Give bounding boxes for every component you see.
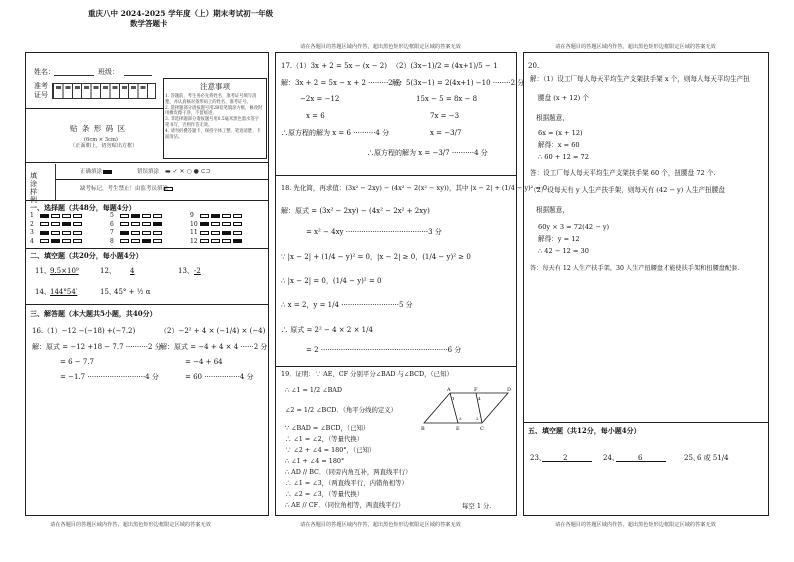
angle-4-label: 4 <box>478 396 481 401</box>
mc-option-bubble[interactable] <box>200 214 209 218</box>
mc-option-bubble[interactable] <box>51 231 60 235</box>
mc-option-bubble[interactable] <box>73 231 82 235</box>
q17-2-conclusion: ∴原方程的解为 x = −3/7 ··········4 分 <box>367 149 488 157</box>
point-b-label: B <box>421 426 425 431</box>
bottom-warning-right: 请在各题目的答题区域内作答，超出黑色矩形边框限定区域的答案无效 <box>555 522 716 528</box>
mc-question-row[interactable] <box>30 221 82 228</box>
mc-question-row[interactable] <box>110 238 162 245</box>
mc-option-bubble[interactable] <box>131 222 140 226</box>
name-field[interactable] <box>54 75 94 76</box>
q16-2-prompt: （2）−2² + 4 × (−1/4) × (−4) <box>160 327 266 335</box>
mc-answer-grid[interactable] <box>30 212 265 246</box>
mc-question-number: 4 <box>30 237 34 245</box>
q19-line: ∴ AE // CF．（同位角相等，两直线平行） <box>285 501 405 509</box>
q20-line: （2）设每天有 y 人生产扶手架，则每天有 (42 − y) 人生产扭腰盘 <box>530 186 725 194</box>
q16-2-step: 解：原式 = −4 + 4 × 4 ······2 分 <box>160 343 268 351</box>
fill-q23-num: 23、 <box>530 454 546 462</box>
mc-option-bubble[interactable] <box>62 214 71 218</box>
notice-line: 2. 选择题部分请按题号用2B铅笔填涂方框，修改时用橡皮擦干净，不留痕迹。 <box>165 105 263 117</box>
name-label: 姓名： <box>34 68 55 76</box>
q19-line: ∴ ∠1 + ∠4 = 180° <box>285 457 345 465</box>
notice-line: 4. 请勿折叠答题卡，保持字体工整、笔迹清楚、卡面清洁。 <box>165 128 261 140</box>
fill-q14-answer: 144°54′ <box>50 288 78 296</box>
q20-line: 答：设工厂每人每天平均生产支架扶手架 60 个，扭腰盘 72 个. <box>530 169 716 177</box>
mc-question-number: 10 <box>190 220 198 228</box>
point-f-label: F <box>474 387 478 393</box>
divider <box>25 304 269 305</box>
point-c-label: C <box>480 426 484 431</box>
correct-fill-sample <box>103 170 112 174</box>
point-a-label: A <box>447 387 451 393</box>
q19-line: ∵ ∠2 + ∠4 = 180°，（已知） <box>285 446 376 454</box>
section-3-title: 三、解答题（本大题共5小题，共40分） <box>30 309 157 318</box>
mc-option-bubble[interactable] <box>40 222 49 226</box>
divider <box>25 162 269 163</box>
zkz-digit-row <box>56 86 146 89</box>
divider <box>523 422 769 423</box>
q20-line: ∴ 42 − 12 = 30 <box>538 247 589 255</box>
mc-option-bubble[interactable] <box>62 231 71 235</box>
q20-line: 腰盘 (x + 12) 个 <box>538 94 589 102</box>
q20-line: 根据题意， <box>536 114 569 122</box>
mc-option-bubble[interactable] <box>73 214 82 218</box>
mc-question-number: 3 <box>30 229 34 236</box>
mc-option-bubble[interactable] <box>153 222 162 226</box>
q18-step: 解：原式 = (3x² − 2xy) − (4x² − 2x² + 2xy) <box>281 207 430 215</box>
divider <box>25 248 269 249</box>
q17-2-step: 7x = −3 <box>430 112 460 120</box>
notice-text <box>165 94 263 140</box>
mc-option-bubble[interactable] <box>233 222 242 226</box>
angle-1-label: 1 <box>452 396 455 401</box>
top-warning-middle: 请在各题目的答题区域内作答，超出黑色矩形边框限定区域的答案无效 <box>300 44 461 50</box>
bottom-warning-middle: 请在各题目的答题区域内作答，超出黑色矩形边框限定区域的答案无效 <box>300 522 461 528</box>
parallelogram-figure <box>420 385 514 431</box>
q19-line: ∠2 = 1/2 ∠BCD．（角平分线的定义） <box>285 406 398 414</box>
absent-label: 缺考标记，考生禁止！由监考员填涂 <box>80 186 169 192</box>
mc-question-number: 12 <box>190 237 198 245</box>
divider <box>275 175 517 176</box>
mc-option-bubble[interactable] <box>222 231 231 235</box>
mc-question-row[interactable] <box>30 229 82 236</box>
divider <box>275 366 517 367</box>
mc-question-row[interactable] <box>110 212 162 219</box>
mc-question-row[interactable] <box>190 238 242 245</box>
divider <box>25 108 163 109</box>
mc-option-bubble[interactable] <box>120 214 129 218</box>
mc-option-bubble[interactable] <box>40 231 49 235</box>
mc-option-bubble[interactable] <box>211 214 220 218</box>
q20-line: 解：（1）设工厂每人每天平均生产支架扶手架 x 个，则每人每天平均生产扭 <box>530 75 750 83</box>
mc-option-bubble[interactable] <box>120 239 129 243</box>
angle-3-label: 3 <box>459 416 462 421</box>
mc-question-number: 7 <box>110 229 114 236</box>
mc-option-bubble[interactable] <box>51 239 60 243</box>
exam-title: 重庆八中 2024-2025 学年度（上）期末考试初一年级 <box>88 9 274 18</box>
fill-q25-answer: 6 或 51/4 <box>697 454 729 462</box>
fill-q14-num: 14、 <box>35 288 51 296</box>
mc-option-bubble[interactable] <box>120 222 129 226</box>
mc-question-number: 11 <box>190 229 198 236</box>
mc-option-bubble[interactable] <box>200 231 209 235</box>
q16-2-step: = 60 ················4 分 <box>185 373 254 381</box>
divider <box>55 179 269 180</box>
mc-option-bubble[interactable] <box>233 214 242 218</box>
top-warning-right: 请在各题目的答题区域内作答，超出黑色矩形边框限定区域的答案无效 <box>555 44 716 50</box>
mc-question-row[interactable] <box>30 212 82 219</box>
notice-line: 3. 非选择题部分请按题号用0.5毫米黑色墨水签字笔书写，否则作答无效。 <box>165 117 259 128</box>
class-field[interactable] <box>124 75 152 76</box>
divider <box>55 164 56 200</box>
mc-option-bubble[interactable] <box>40 214 49 218</box>
mc-option-bubble[interactable] <box>233 231 242 235</box>
q19-line: ∴ AD // BC．（同旁内角互补，两直线平行） <box>285 468 412 476</box>
mc-option-bubble[interactable] <box>233 239 242 243</box>
mc-option-bubble[interactable] <box>200 239 209 243</box>
q20-line: 60y × 3 = 72(42 − y) <box>538 223 610 231</box>
mc-option-bubble[interactable] <box>222 239 231 243</box>
q17-2-step: 15x − 5 = 8x − 8 <box>416 95 478 103</box>
mc-option-bubble[interactable] <box>153 214 162 218</box>
q17-1-prompt: 17.（1）3x + 2 = 5x − (x − 2) <box>281 62 387 70</box>
q17-2-step: 解：5(3x−1) = 2(4x+1) −10 ········2 分 <box>392 79 525 87</box>
q18-step: ∴ |x − 2| = 0，(1/4 − y)² = 0 <box>281 277 382 285</box>
section-2-title: 二、填空题（共20分，每小题4分） <box>30 251 143 260</box>
notice-line: 1. 答题前，考生务必先将姓名、准考证号填写清楚，并认真核对条形码上的姓名、准考证号。 <box>165 94 257 105</box>
q16-1-step: = −1.7 ··························4 分 <box>60 373 159 381</box>
bottom-warning-left: 请在各题目的答题区域内作答，超出黑色矩形边框限定区域的答案无效 <box>50 522 211 528</box>
q16-1-step: 解：原式 = −12 +18 − 7.7 ··········2 分 <box>32 343 162 351</box>
divider <box>25 200 269 201</box>
mc-question-number: 5 <box>110 212 114 219</box>
q18-step: ∴ x = 2，y = 1/4 ··························5 分 <box>281 301 413 309</box>
q20-line: 答：每天有 12 人生产扶手架，30 人生产扭腰盘才能使扶手架和扭腰盘配套. <box>530 265 740 272</box>
barcode-title: 贴 条 形 码 区 <box>70 124 127 133</box>
mc-option-bubble[interactable] <box>142 239 151 243</box>
q16-1-step: = 6 − 7.7 <box>60 358 94 366</box>
q20-line: 解得：y = 12 <box>538 235 580 243</box>
q19-line: ∴ ∠1 = ∠2，（等量代换） <box>285 435 364 443</box>
parallelogram-outline <box>424 393 508 423</box>
q19-line: 19．证明：∵ AE、CF 分别平分∠BAD 与∠BCD，（已知） <box>281 370 453 378</box>
q19-line: ∴ ∠2 = ∠3，（等量代换） <box>285 490 364 498</box>
mc-question-row[interactable] <box>190 212 242 219</box>
mc-question-row[interactable] <box>190 229 242 236</box>
mc-question-number: 1 <box>30 212 34 219</box>
wrong-fill-label: 错误填涂 <box>137 169 160 175</box>
mc-option-bubble[interactable] <box>51 222 60 226</box>
q18-prompt: 18. 先化简，再求值：(3x² − 2xy) − (4x² − 2(x² − xy))，其中 |x − 2| + (1/4 − y)² = 0. <box>281 184 550 192</box>
exam-subtitle: 数学答题卡 <box>130 19 168 28</box>
mc-question-number: 6 <box>110 220 114 228</box>
mc-option-bubble[interactable] <box>153 239 162 243</box>
q16-1-prompt: 16.（1）−12 −(−18) +(−7.2) <box>32 327 136 335</box>
fill-sample-label: 填 涂 样 例 <box>30 172 41 205</box>
zkz-label-2: 证号 <box>34 91 48 99</box>
q19-line: ∴ ∠1 = 1/2 ∠BAD <box>285 386 343 394</box>
zkz-label-1: 准考 <box>34 82 48 90</box>
mc-question-number: 8 <box>110 237 114 245</box>
mc-question-row[interactable] <box>30 238 82 245</box>
mc-option-bubble[interactable] <box>211 222 220 226</box>
point-d-label: D <box>507 387 512 393</box>
fill-q24-answer: 6 <box>638 454 643 462</box>
fill-q13-num: 13、 <box>178 267 194 275</box>
q20-line: 根据题意， <box>536 206 569 214</box>
mc-question-number: 2 <box>30 220 34 228</box>
fill-q24-num: 24、 <box>603 454 619 462</box>
mc-question-row[interactable] <box>110 229 162 236</box>
mc-option-bubble[interactable] <box>51 214 60 218</box>
wrong-fill-samples: ▬ ✓ ✕ ○ ● ⊂⊃ <box>165 168 211 175</box>
mc-option-bubble[interactable] <box>142 214 151 218</box>
mc-option-bubble[interactable] <box>153 231 162 235</box>
mc-option-bubble[interactable] <box>200 222 209 226</box>
q17-1-step: −2x = −12 <box>300 95 340 103</box>
absent-mark-box[interactable] <box>164 187 173 191</box>
q16-2-step: = −4 + 64 <box>185 358 223 366</box>
q20-line: 6x = (x + 12) <box>538 129 583 137</box>
mc-option-bubble[interactable] <box>222 222 231 226</box>
q17-1-step: x = 6 <box>306 112 325 120</box>
fill-q12-answer: 4 <box>130 267 135 275</box>
fill-q13-answer: -2 <box>194 267 201 275</box>
mc-option-bubble[interactable] <box>120 231 129 235</box>
mc-question-row[interactable] <box>190 221 242 228</box>
correct-fill-label: 正确填涂 <box>80 169 103 175</box>
q17-2-step: x = −3/7 <box>430 129 462 137</box>
angle-2-label: 2 <box>476 416 479 421</box>
mc-option-bubble[interactable] <box>131 214 140 218</box>
mc-option-bubble[interactable] <box>73 239 82 243</box>
q20-title: 20. <box>528 62 540 70</box>
mc-option-bubble[interactable] <box>142 231 151 235</box>
fill-q23-answer: 2 <box>563 454 568 462</box>
q19-line: ∵ ∠BAD = ∠BCD，（已知） <box>285 424 370 432</box>
mc-option-bubble[interactable] <box>211 231 220 235</box>
notice-title: 注意事项 <box>200 82 230 91</box>
q17-1-conclusion: ∴原方程的解为 x = 6 ··········4 分 <box>281 129 390 137</box>
mc-option-bubble[interactable] <box>131 231 140 235</box>
point-e-label: E <box>456 426 460 431</box>
q18-step: = x² − 4xy ·····································3 分 <box>306 228 442 236</box>
mc-option-bubble[interactable] <box>211 239 220 243</box>
mc-option-bubble[interactable] <box>40 239 49 243</box>
fill-q11-answer: 9.5×10⁹ <box>50 267 79 275</box>
mc-option-bubble[interactable] <box>62 239 71 243</box>
q17-1-step: 解：3x + 2 = 5x − x + 2 ·········2 分 <box>281 79 402 87</box>
fill-q12-num: 12、 <box>100 267 116 275</box>
section-5-title: 五、填空题（共12分，每小题4分） <box>528 426 641 435</box>
q20-line: ∴ 60 + 12 = 72 <box>538 153 589 161</box>
q18-step: ∵ |x − 2| + (1/4 − y)² = 0，|x − 2| ≥ 0，(1/4 − y)² ≥ 0 <box>281 253 471 261</box>
section-1-title: 一、选择题（共48分，每题4分） <box>30 203 136 212</box>
fill-q15-answer: 45° + ½ α <box>114 288 151 296</box>
mc-question-number: 9 <box>190 212 194 219</box>
q17-2-prompt: （2）(3x−1)/2 = (4x+1)/5 − 1 <box>392 62 498 70</box>
barcode-size: (6cm × 3cm) <box>84 137 118 143</box>
q19-scoring-note: 每空 1 分. <box>462 502 492 510</box>
q19-line: ∴ ∠1 = ∠3，（两直线平行，内错角相等） <box>285 479 408 487</box>
class-label: 班级： <box>98 68 119 76</box>
q18-step: = 2 ·························································6 分 <box>306 346 462 354</box>
q20-line: 解得：x = 60 <box>538 141 580 149</box>
mc-option-bubble[interactable] <box>62 222 71 226</box>
mc-option-bubble[interactable] <box>222 214 231 218</box>
q18-step: ∴ 原式 = 2² − 4 × 2 × 1/4 <box>281 326 373 334</box>
fill-q11-num: 11、 <box>35 267 51 275</box>
fill-q15-num: 15、 <box>100 288 116 296</box>
mc-option-bubble[interactable] <box>142 222 151 226</box>
mc-question-row[interactable] <box>110 221 162 228</box>
barcode-note: （正面朝上，切勿贴出方框） <box>70 143 138 149</box>
mc-option-bubble[interactable] <box>73 222 82 226</box>
fill-q25-num: 25、 <box>684 454 700 462</box>
mc-option-bubble[interactable] <box>131 239 140 243</box>
